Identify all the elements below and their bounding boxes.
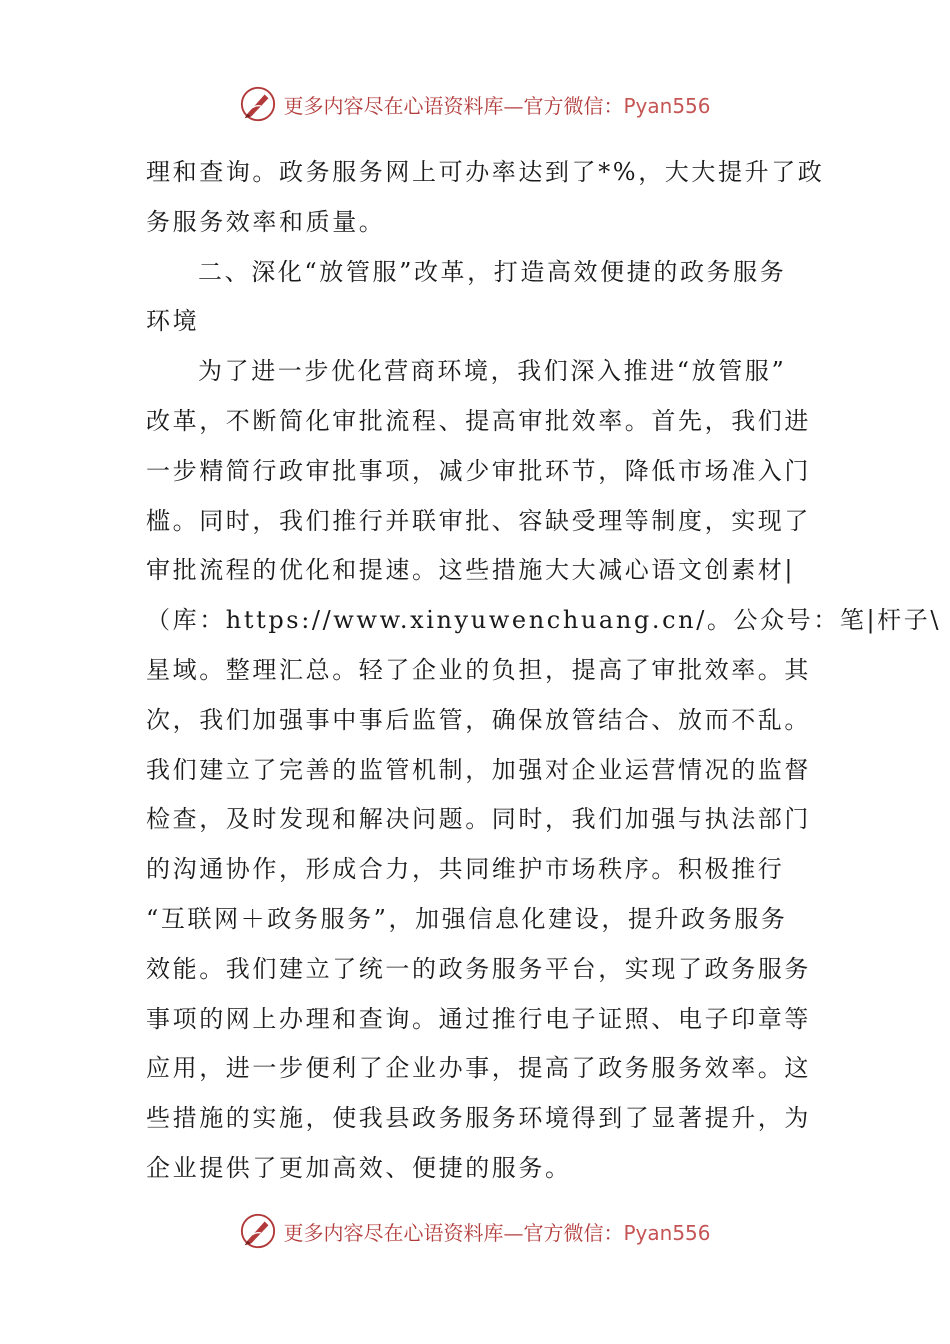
footer-banner-label: 更多内容尽在心语资料库—官方微信：	[283, 1220, 624, 1245]
text-line: 应用，进一步便利了企业办事，提高了政务服务效率。这	[146, 1054, 811, 1083]
pen-nib-logo-icon	[239, 85, 277, 123]
text-line: 为了进一步优化营商环境，我们深入推进“放管服”	[198, 357, 787, 386]
header-wechat-id: Pyan556	[623, 93, 711, 118]
document-body	[146, 148, 942, 1194]
text-line: 企业提供了更加高效、便捷的服务。	[146, 1153, 572, 1182]
text-line: “互联网＋政务服务”，加强信息化建设，提升政务服务	[146, 904, 788, 933]
pen-nib-logo-icon	[239, 1212, 277, 1250]
text-line: 次，我们加强事中事后监管，确保放管结合、放而不乱。	[146, 705, 811, 734]
text-line: 我们建立了完善的监管机制，加强对企业运营情况的监督	[146, 755, 811, 784]
footer-banner-text	[283, 1217, 710, 1246]
text-line: 务服务效率和质量。	[146, 207, 386, 236]
text-line: 些措施的实施，使我县政务服务环境得到了显著提升，为	[146, 1104, 811, 1133]
footer-banner	[0, 1211, 950, 1251]
text-line: 理和查询。政务服务网上可办率达到了*%，大大提升了政	[146, 158, 825, 186]
header-banner-text	[283, 90, 710, 119]
text-line: 改革，不断简化审批流程、提高审批效率。首先，我们进	[146, 406, 811, 435]
text-line: 一步精简行政审批事项，减少审批环节，降低市场准入门	[146, 456, 811, 485]
text-line: 事项的网上办理和查询。通过推行电子证照、电子印章等	[146, 1004, 811, 1033]
footer-wechat-id: Pyan556	[623, 1220, 711, 1245]
text-line: 二、深化“放管服”改革，打造高效便捷的政务服务	[198, 257, 787, 286]
text-line: 检查，及时发现和解决问题。同时，我们加强与执法部门	[146, 805, 811, 834]
text-line: 效能。我们建立了统一的政务服务平台，实现了政务服务	[146, 954, 811, 983]
text-line: 星域。整理汇总。轻了企业的负担，提高了审批效率。其	[146, 655, 811, 684]
text-line: 槛。同时，我们推行并联审批、容缺受理等制度，实现了	[146, 506, 811, 535]
header-banner-label: 更多内容尽在心语资料库—官方微信：	[283, 93, 624, 118]
text-line: 环境	[146, 307, 200, 336]
text-line: （库：https://www.xinyuwenchuang.cn/。公众号：笔|杆子\	[146, 606, 942, 635]
text-line: 审批流程的优化和提速。这些措施大大减心语文创素材|	[146, 556, 796, 585]
header-banner	[0, 84, 950, 124]
text-line: 的沟通协作，形成合力，共同维护市场秩序。积极推行	[146, 855, 785, 884]
